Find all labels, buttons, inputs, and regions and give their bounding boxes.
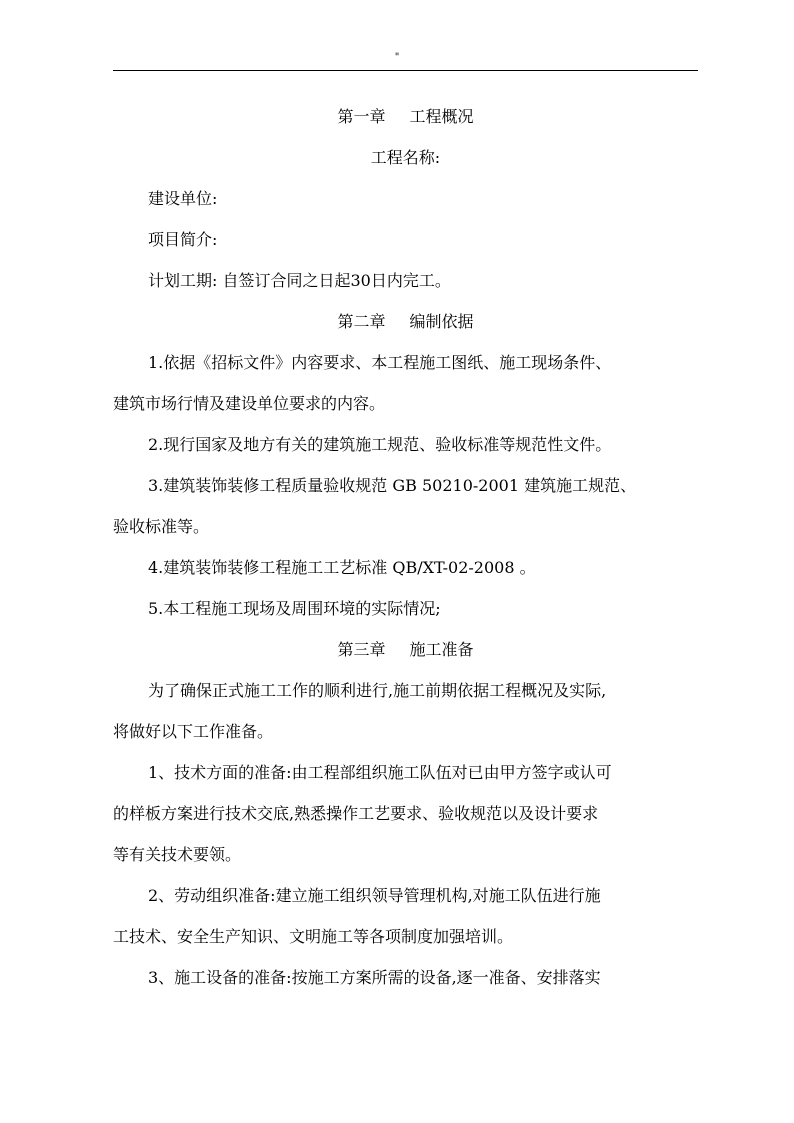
chapter-2-heading	[113, 301, 698, 342]
prep-item-1-line-3: 等有关技术要领。	[113, 845, 242, 864]
basis-item-1-line-1: 1.依据《招标文件》内容要求、本工程施工图纸、施工现场条件、	[148, 353, 612, 372]
basis-item-2: 2.现行国家及地方有关的建筑施工规范、验收标准等规范性文件。	[148, 435, 612, 454]
prep-item-1-line-1: 1、技术方面的准备:由工程部组织施工队伍对已由甲方签字或认可	[148, 763, 612, 782]
chapter-3-number: 第三章	[337, 640, 386, 659]
chapter-1-number: 第一章	[337, 107, 386, 126]
prep-intro-line-1: 为了确保正式施工工作的顺利进行,施工前期依据工程概况及实际,	[148, 681, 607, 700]
chapter-3-title: 施工准备	[409, 640, 474, 659]
header-rule	[113, 70, 698, 71]
basis-item-3-line-2: 验收标准等。	[113, 517, 210, 536]
prep-intro-line-2: 将做好以下工作准备。	[113, 722, 274, 741]
builder-line: 建设单位:	[148, 189, 218, 208]
prep-item-2-line-2: 工技术、安全生产知识、文明施工等各项制度加强培训。	[113, 927, 514, 946]
prep-item-3-line-1: 3、施工设备的准备:按施工方案所需的设备,逐一准备、安排落实	[148, 968, 601, 987]
chapter-1-title: 工程概况	[409, 107, 474, 126]
chapter-2-title: 编制依据	[409, 312, 474, 331]
chapter-1-heading	[113, 96, 698, 137]
basis-item-3-line-1: 3.建筑装饰装修工程质量验收规范 GB 50210-2001 建筑施工规范、	[148, 476, 637, 495]
basis-item-5: 5.本工程施工现场及周围环境的实际情况;	[148, 599, 441, 618]
header-mark: "	[394, 52, 400, 63]
prep-item-1-line-2: 的样板方案进行技术交底,熟悉操作工艺要求、验收规范以及设计要求	[113, 804, 599, 823]
prep-item-2-line-1: 2、劳动组织准备:建立施工组织领导管理机构,对施工队伍进行施	[148, 886, 601, 905]
basis-item-4: 4.建筑装饰装修工程施工工艺标准 QB/XT-02-2008 。	[148, 558, 536, 577]
schedule-line: 计划工期: 自签订合同之日起30日内完工。	[148, 271, 451, 290]
basis-item-1-line-2: 建筑市场行情及建设单位要求的内容。	[113, 394, 386, 413]
chapter-3-heading	[113, 629, 698, 670]
project-intro-line: 项目简介:	[148, 230, 218, 249]
chapter-2-number: 第二章	[337, 312, 386, 331]
project-name-line: 工程名称:	[370, 148, 441, 167]
document-body	[113, 96, 698, 998]
